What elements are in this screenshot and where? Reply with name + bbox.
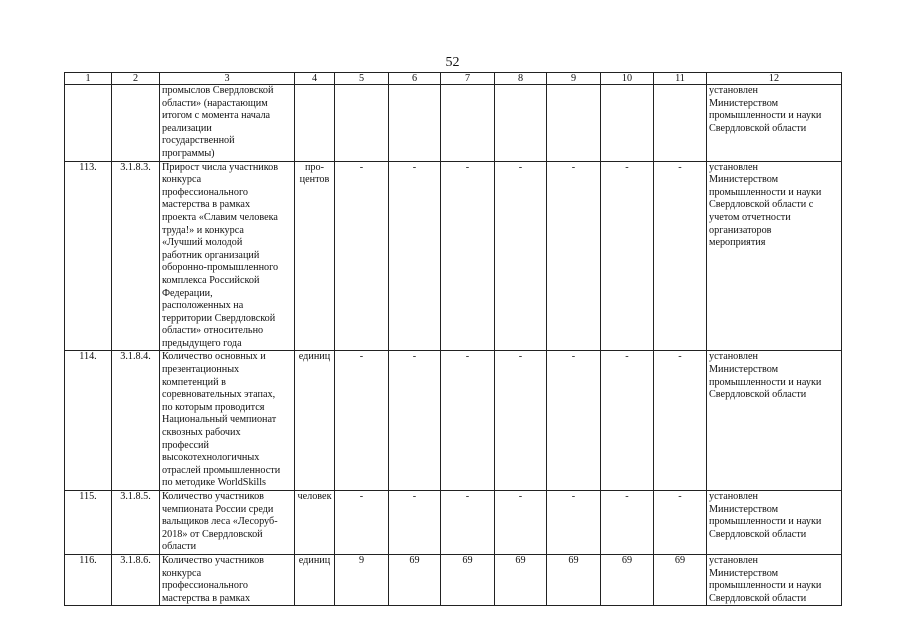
column-header: 6	[389, 73, 441, 85]
unit-cell: про- центов	[295, 161, 335, 351]
value-cell: -	[601, 351, 654, 491]
table-row	[65, 161, 842, 351]
table-row	[65, 351, 842, 491]
value-cell: 69	[547, 554, 601, 605]
value-cell: 9	[335, 554, 389, 605]
column-header: 3	[160, 73, 295, 85]
value-cell: -	[547, 491, 601, 555]
indicator-name: промыслов Свердловской области» (нарастающим итогом с момента начала реализации государственной программы)	[160, 85, 295, 162]
value-cell: 69	[441, 554, 495, 605]
value-cell: 69	[601, 554, 654, 605]
indicators-table	[64, 72, 842, 606]
value-cell: -	[601, 491, 654, 555]
value-cell: -	[441, 491, 495, 555]
table-header-row	[65, 73, 842, 85]
value-cell	[441, 85, 495, 162]
row-number: 115.	[65, 491, 112, 555]
value-cell: 69	[654, 554, 707, 605]
indicator-name: Количество основных и презентационных компетенций в соревновательных этапах, по которым проводится Национальный чемпионат сквозных рабочих профессий высокотехнологичных отраслей промышленности по методике WorldSkills	[160, 351, 295, 491]
row-number: 113.	[65, 161, 112, 351]
value-cell	[389, 85, 441, 162]
value-cell: -	[495, 491, 547, 555]
value-cell: -	[495, 351, 547, 491]
column-header: 8	[495, 73, 547, 85]
column-header: 1	[65, 73, 112, 85]
value-cell: -	[495, 161, 547, 351]
value-cell: 69	[495, 554, 547, 605]
row-number: 114.	[65, 351, 112, 491]
value-cell: -	[654, 491, 707, 555]
value-cell: -	[335, 491, 389, 555]
value-cell: -	[654, 351, 707, 491]
unit-cell: человек	[295, 491, 335, 555]
unit-cell: единиц	[295, 554, 335, 605]
column-header: 5	[335, 73, 389, 85]
row-code: 3.1.8.6.	[112, 554, 160, 605]
value-cell: -	[389, 491, 441, 555]
row-number: 116.	[65, 554, 112, 605]
column-header: 11	[654, 73, 707, 85]
row-code: 3.1.8.4.	[112, 351, 160, 491]
value-cell	[335, 85, 389, 162]
column-header: 12	[707, 73, 842, 85]
indicator-name: Прирост числа участников конкурса профессионального мастерства в рамках проекта «Славим человека труда!» и конкурса «Лучший молодой работник организаций оборонно-промышленного комплекса Российской Федерации, расположенных на территории Свердловской области» относительно предыдущего года	[160, 161, 295, 351]
value-cell: -	[441, 351, 495, 491]
column-header: 10	[601, 73, 654, 85]
column-header: 9	[547, 73, 601, 85]
page-number: 52	[445, 55, 460, 70]
table-row	[65, 554, 842, 605]
table-row	[65, 85, 842, 162]
value-cell	[601, 85, 654, 162]
value-cell	[495, 85, 547, 162]
value-cell: -	[389, 161, 441, 351]
indicator-name: Количество участников конкурса профессионального мастерства в рамках	[160, 554, 295, 605]
indicator-name: Количество участников чемпионата России среди вальщиков леса «Лесоруб- 2018» от Свердловской области	[160, 491, 295, 555]
note-cell: установлен Министерством промышленности и науки Свердловской области	[707, 351, 842, 491]
column-header: 7	[441, 73, 495, 85]
value-cell: -	[601, 161, 654, 351]
row-code: 3.1.8.3.	[112, 161, 160, 351]
value-cell: -	[389, 351, 441, 491]
note-cell: установлен Министерством промышленности и науки Свердловской области	[707, 491, 842, 555]
value-cell	[547, 85, 601, 162]
table-row	[65, 491, 842, 555]
value-cell: -	[654, 161, 707, 351]
value-cell: -	[441, 161, 495, 351]
column-header: 4	[295, 73, 335, 85]
value-cell: -	[547, 351, 601, 491]
row-number	[65, 85, 112, 162]
value-cell	[654, 85, 707, 162]
unit-cell: единиц	[295, 351, 335, 491]
value-cell: 69	[389, 554, 441, 605]
value-cell: -	[335, 161, 389, 351]
value-cell: -	[547, 161, 601, 351]
note-cell: установлен Министерством промышленности и науки Свердловской области	[707, 554, 842, 605]
note-cell: установлен Министерством промышленности и науки Свердловской области с учетом отчетности организаторов мероприятия	[707, 161, 842, 351]
row-code: 3.1.8.5.	[112, 491, 160, 555]
unit-cell	[295, 85, 335, 162]
note-cell: установлен Министерством промышленности и науки Свердловской области	[707, 85, 842, 162]
value-cell: -	[335, 351, 389, 491]
row-code	[112, 85, 160, 162]
column-header: 2	[112, 73, 160, 85]
